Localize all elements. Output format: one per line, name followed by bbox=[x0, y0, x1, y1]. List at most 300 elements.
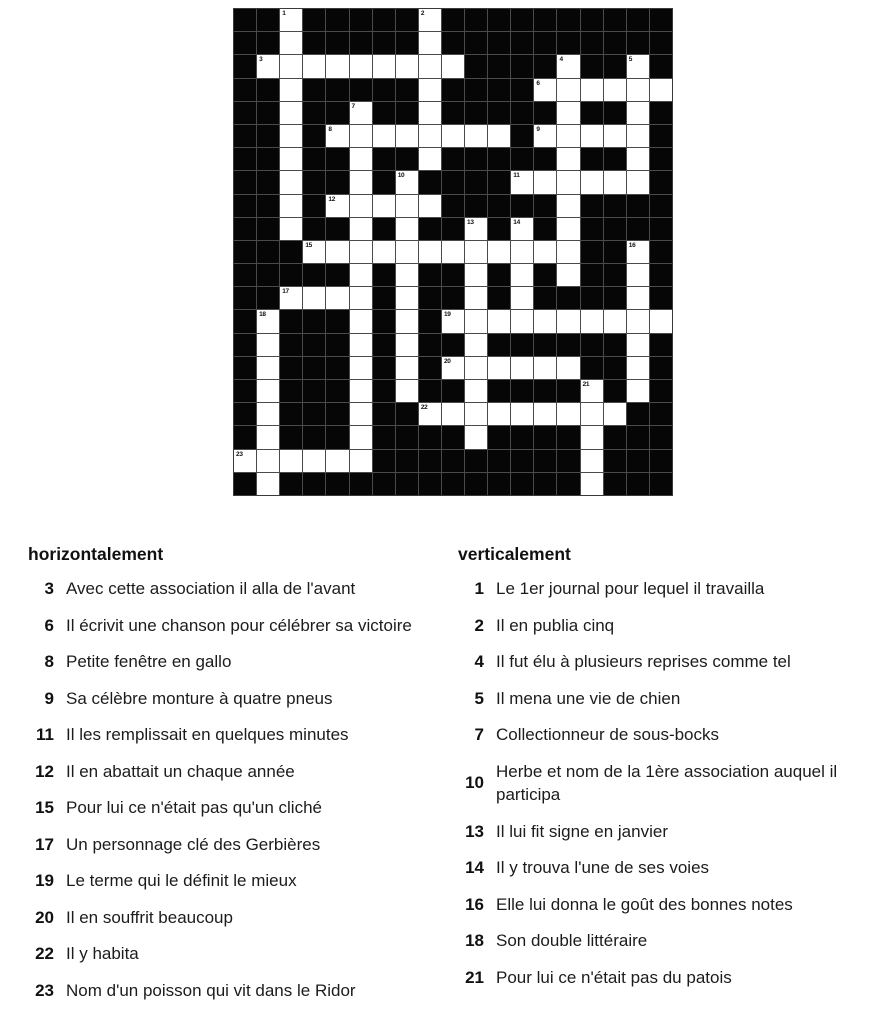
grid-cell-white[interactable] bbox=[534, 357, 556, 379]
grid-cell-white[interactable] bbox=[396, 287, 418, 309]
grid-cell-black bbox=[511, 102, 533, 124]
cell-number: 13 bbox=[467, 218, 474, 226]
grid-cell-white[interactable] bbox=[511, 287, 533, 309]
grid-cell-black bbox=[534, 9, 556, 31]
grid-cell-white[interactable] bbox=[488, 357, 510, 379]
grid-cell-white[interactable] bbox=[257, 473, 279, 495]
grid-cell-white[interactable] bbox=[419, 241, 441, 263]
grid-cell-white[interactable] bbox=[627, 171, 649, 193]
grid-cell-black bbox=[234, 171, 256, 193]
clue-number: 19 bbox=[35, 871, 54, 890]
grid-cell-black bbox=[650, 334, 672, 356]
cell-number: 7 bbox=[351, 102, 355, 110]
grid-cell-white[interactable] bbox=[534, 79, 556, 101]
grid-cell-white[interactable] bbox=[396, 264, 418, 286]
grid-cell-white[interactable] bbox=[280, 125, 302, 147]
clue-item bbox=[458, 966, 890, 990]
grid-cell-white[interactable] bbox=[627, 334, 649, 356]
clue-item bbox=[28, 577, 460, 601]
grid-cell-white[interactable] bbox=[511, 171, 533, 193]
grid-cell-white[interactable] bbox=[442, 357, 464, 379]
clue-number: 14 bbox=[465, 858, 484, 877]
grid-cell-black bbox=[442, 9, 464, 31]
grid-cell-black bbox=[604, 334, 626, 356]
clue-item bbox=[458, 650, 890, 674]
cell-number: 5 bbox=[628, 56, 633, 64]
grid-cell-white[interactable] bbox=[396, 55, 418, 77]
grid-cell-black bbox=[604, 264, 626, 286]
grid-cell-white[interactable] bbox=[419, 79, 441, 101]
clue-number: 5 bbox=[474, 688, 484, 708]
grid-cell-black bbox=[373, 148, 395, 170]
grid-cell-black bbox=[326, 171, 348, 193]
grid-cell-black bbox=[326, 403, 348, 425]
grid-cell-black bbox=[326, 310, 348, 332]
grid-cell-white[interactable] bbox=[581, 473, 603, 495]
grid-cell-white[interactable] bbox=[557, 79, 579, 101]
grid-cell-black bbox=[557, 380, 579, 402]
grid-cell-white[interactable] bbox=[350, 380, 372, 402]
grid-cell-black bbox=[442, 334, 464, 356]
grid-cell-white[interactable] bbox=[534, 125, 556, 147]
grid-cell-white[interactable] bbox=[465, 357, 487, 379]
grid-cell-white[interactable] bbox=[465, 287, 487, 309]
grid-cell-white[interactable] bbox=[280, 450, 302, 472]
grid-cell-white[interactable] bbox=[303, 450, 325, 472]
cell-number: 2 bbox=[420, 10, 425, 17]
grid-cell-white[interactable] bbox=[350, 426, 372, 448]
grid-cell-black bbox=[373, 473, 395, 495]
grid-cell-black bbox=[581, 241, 603, 263]
grid-cell-white[interactable] bbox=[442, 403, 464, 425]
grid-cell-white[interactable] bbox=[257, 357, 279, 379]
grid-cell-black bbox=[419, 380, 441, 402]
grid-cell-white[interactable] bbox=[373, 195, 395, 217]
grid-cell-white[interactable] bbox=[465, 380, 487, 402]
grid-cell-black bbox=[234, 55, 256, 77]
grid-cell-black bbox=[234, 241, 256, 263]
grid-cell-white[interactable] bbox=[557, 195, 579, 217]
grid-cell-white[interactable] bbox=[280, 218, 302, 240]
clue-text: Pour lui ce n'était pas du patois bbox=[496, 967, 732, 987]
grid-cell-black bbox=[511, 473, 533, 495]
grid-cell-white[interactable] bbox=[650, 79, 672, 101]
grid-cell-white[interactable] bbox=[511, 310, 533, 332]
grid-cell-black bbox=[534, 102, 556, 124]
grid-cell-white[interactable] bbox=[326, 55, 348, 77]
grid-cell-black bbox=[373, 32, 395, 54]
grid-cell-white[interactable] bbox=[604, 403, 626, 425]
grid-cell-white[interactable] bbox=[604, 310, 626, 332]
grid-cell-white[interactable] bbox=[373, 125, 395, 147]
grid-cell-white[interactable] bbox=[581, 310, 603, 332]
grid-cell-black bbox=[373, 380, 395, 402]
grid-cell-black bbox=[488, 9, 510, 31]
grid-cell-black bbox=[442, 32, 464, 54]
grid-cell-white[interactable] bbox=[350, 171, 372, 193]
grid-cell-white[interactable] bbox=[627, 148, 649, 170]
grid-cell-white[interactable] bbox=[557, 357, 579, 379]
down-clues-section bbox=[458, 544, 890, 1002]
clue-text: Le 1er journal pour lequel il travailla bbox=[496, 579, 765, 598]
grid-cell-white[interactable] bbox=[581, 380, 603, 402]
across-clues-section bbox=[28, 544, 460, 1015]
grid-cell-white[interactable] bbox=[627, 55, 649, 77]
grid-cell-white[interactable] bbox=[419, 32, 441, 54]
grid-cell-black bbox=[326, 218, 348, 240]
grid-cell-white[interactable] bbox=[465, 403, 487, 425]
grid-cell-white[interactable] bbox=[350, 403, 372, 425]
grid-cell-white[interactable] bbox=[465, 125, 487, 147]
grid-cell-black bbox=[534, 450, 556, 472]
grid-cell-white[interactable] bbox=[396, 125, 418, 147]
grid-cell-white[interactable] bbox=[488, 403, 510, 425]
clue-item bbox=[28, 614, 460, 638]
grid-cell-black bbox=[604, 148, 626, 170]
clue-text: Il les remplissait en quelques minutes bbox=[66, 725, 349, 744]
grid-cell-black bbox=[488, 450, 510, 472]
grid-cell-black bbox=[604, 32, 626, 54]
grid-cell-black bbox=[303, 218, 325, 240]
grid-cell-white[interactable] bbox=[419, 148, 441, 170]
grid-cell-black bbox=[511, 55, 533, 77]
clue-text: Son double littéraire bbox=[496, 931, 648, 950]
grid-cell-white[interactable] bbox=[326, 450, 348, 472]
grid-cell-white[interactable] bbox=[350, 357, 372, 379]
grid-cell-white[interactable] bbox=[604, 79, 626, 101]
grid-cell-white[interactable] bbox=[280, 79, 302, 101]
grid-cell-black bbox=[373, 264, 395, 286]
grid-cell-white[interactable] bbox=[257, 450, 279, 472]
grid-cell-white[interactable] bbox=[442, 310, 464, 332]
grid-cell-black bbox=[373, 426, 395, 448]
grid-cell-black bbox=[465, 171, 487, 193]
grid-cell-white[interactable] bbox=[627, 241, 649, 263]
grid-cell-white[interactable] bbox=[326, 287, 348, 309]
grid-cell-white[interactable] bbox=[488, 310, 510, 332]
grid-cell-white[interactable] bbox=[419, 55, 441, 77]
grid-cell-white[interactable] bbox=[280, 102, 302, 124]
grid-cell-white[interactable] bbox=[350, 334, 372, 356]
grid-cell-white[interactable] bbox=[350, 125, 372, 147]
grid-cell-black bbox=[234, 79, 256, 101]
grid-cell-white[interactable] bbox=[557, 55, 579, 77]
grid-cell-white[interactable] bbox=[627, 310, 649, 332]
grid-cell-black bbox=[581, 264, 603, 286]
grid-cell-black bbox=[650, 380, 672, 402]
grid-cell-white[interactable] bbox=[257, 334, 279, 356]
grid-cell-black bbox=[581, 9, 603, 31]
grid-cell-black bbox=[488, 195, 510, 217]
grid-cell-white[interactable] bbox=[303, 241, 325, 263]
clue-text: Avec cette association il alla de l'avant bbox=[66, 579, 356, 598]
grid-cell-white[interactable] bbox=[396, 171, 418, 193]
grid-cell-black bbox=[442, 171, 464, 193]
grid-cell-white[interactable] bbox=[557, 102, 579, 124]
clue-text: Il fut élu à plusieurs reprises comme tel bbox=[496, 652, 791, 671]
grid-cell-white[interactable] bbox=[627, 125, 649, 147]
grid-cell-white[interactable] bbox=[419, 102, 441, 124]
grid-cell-white[interactable] bbox=[557, 241, 579, 263]
cell-number: 17 bbox=[282, 288, 289, 296]
grid-cell-white[interactable] bbox=[373, 241, 395, 263]
cell-number: 4 bbox=[559, 56, 563, 64]
clue-number: 4 bbox=[474, 652, 484, 671]
grid-cell-black bbox=[650, 473, 672, 495]
grid-cell-black bbox=[465, 32, 487, 54]
clue-item bbox=[458, 893, 890, 917]
grid-cell-white[interactable] bbox=[257, 380, 279, 402]
grid-cell-white[interactable] bbox=[488, 125, 510, 147]
grid-cell-black bbox=[627, 426, 649, 448]
grid-cell-white[interactable] bbox=[465, 310, 487, 332]
grid-cell-black bbox=[442, 79, 464, 101]
clue-item bbox=[28, 723, 460, 747]
grid-cell-black bbox=[604, 450, 626, 472]
down-clue-list bbox=[458, 577, 890, 989]
grid-cell-black bbox=[419, 357, 441, 379]
grid-cell-white[interactable] bbox=[396, 357, 418, 379]
grid-cell-black bbox=[419, 171, 441, 193]
grid-cell-white[interactable] bbox=[350, 195, 372, 217]
grid-cell-black bbox=[257, 9, 279, 31]
grid-cell-white[interactable] bbox=[350, 55, 372, 77]
clue-item bbox=[28, 687, 460, 711]
grid-cell-white[interactable] bbox=[511, 218, 533, 240]
grid-cell-white[interactable] bbox=[303, 287, 325, 309]
grid-cell-white[interactable] bbox=[465, 241, 487, 263]
grid-cell-white[interactable] bbox=[604, 125, 626, 147]
grid-cell-white[interactable] bbox=[581, 171, 603, 193]
grid-cell-black bbox=[303, 264, 325, 286]
grid-cell-white[interactable] bbox=[419, 403, 441, 425]
grid-cell-black bbox=[581, 32, 603, 54]
grid-cell-black bbox=[396, 403, 418, 425]
grid-cell-white[interactable] bbox=[581, 125, 603, 147]
grid-cell-black bbox=[280, 380, 302, 402]
grid-cell-black bbox=[557, 473, 579, 495]
grid-cell-black bbox=[581, 218, 603, 240]
grid-cell-black bbox=[234, 287, 256, 309]
grid-cell-white[interactable] bbox=[326, 241, 348, 263]
clue-text: Il en publia cinq bbox=[496, 615, 615, 635]
grid-cell-black bbox=[234, 264, 256, 286]
grid-cell-black bbox=[488, 79, 510, 101]
grid-cell-black bbox=[419, 473, 441, 495]
grid-cell-white[interactable] bbox=[465, 334, 487, 356]
grid-cell-white[interactable] bbox=[581, 403, 603, 425]
grid-cell-black bbox=[465, 102, 487, 124]
grid-cell-white[interactable] bbox=[604, 171, 626, 193]
grid-cell-black bbox=[326, 473, 348, 495]
grid-cell-black bbox=[442, 218, 464, 240]
grid-cell-white[interactable] bbox=[257, 403, 279, 425]
grid-cell-black bbox=[234, 473, 256, 495]
grid-cell-black bbox=[257, 148, 279, 170]
grid-cell-white[interactable] bbox=[257, 426, 279, 448]
cell-number: 8 bbox=[328, 125, 332, 133]
grid-cell-white[interactable] bbox=[511, 264, 533, 286]
grid-cell-black bbox=[442, 264, 464, 286]
grid-cell-black bbox=[581, 102, 603, 124]
grid-cell-black bbox=[557, 287, 579, 309]
clue-text: Il en souffrit beaucoup bbox=[66, 907, 233, 927]
grid-cell-black bbox=[326, 380, 348, 402]
grid-cell-white[interactable] bbox=[326, 195, 348, 217]
grid-cell-white[interactable] bbox=[442, 241, 464, 263]
grid-cell-white[interactable] bbox=[326, 125, 348, 147]
grid-cell-white[interactable] bbox=[257, 55, 279, 77]
grid-cell-white[interactable] bbox=[350, 102, 372, 124]
grid-cell-black bbox=[465, 55, 487, 77]
grid-cell-white[interactable] bbox=[534, 403, 556, 425]
grid-cell-white[interactable] bbox=[350, 310, 372, 332]
grid-cell-white[interactable] bbox=[350, 241, 372, 263]
grid-cell-white[interactable] bbox=[534, 171, 556, 193]
grid-cell-black bbox=[326, 426, 348, 448]
grid-cell-white[interactable] bbox=[350, 287, 372, 309]
grid-cell-black bbox=[511, 148, 533, 170]
grid-cell-white[interactable] bbox=[557, 125, 579, 147]
grid-cell-white[interactable] bbox=[581, 450, 603, 472]
grid-cell-white[interactable] bbox=[280, 9, 302, 31]
grid-cell-white[interactable] bbox=[534, 310, 556, 332]
grid-cell-white[interactable] bbox=[280, 171, 302, 193]
clue-text: Collectionneur de sous-bocks bbox=[496, 725, 720, 744]
grid-cell-white[interactable] bbox=[280, 55, 302, 77]
clue-item bbox=[28, 796, 460, 820]
grid-cell-black bbox=[465, 473, 487, 495]
grid-cell-black bbox=[534, 148, 556, 170]
clue-text: Il lui fit signe en janvier bbox=[496, 821, 668, 841]
grid-cell-white[interactable] bbox=[396, 241, 418, 263]
grid-cell-black bbox=[303, 426, 325, 448]
grid-cell-white[interactable] bbox=[396, 334, 418, 356]
grid-cell-white[interactable] bbox=[419, 9, 441, 31]
grid-cell-black bbox=[627, 403, 649, 425]
grid-cell-white[interactable] bbox=[350, 148, 372, 170]
grid-cell-black bbox=[465, 9, 487, 31]
grid-cell-black bbox=[534, 55, 556, 77]
cell-number: 11 bbox=[513, 172, 520, 180]
grid-cell-black bbox=[442, 473, 464, 495]
grid-cell-black bbox=[303, 403, 325, 425]
grid-cell-white[interactable] bbox=[280, 195, 302, 217]
grid-cell-white[interactable] bbox=[419, 125, 441, 147]
grid-cell-white[interactable] bbox=[557, 148, 579, 170]
grid-cell-white[interactable] bbox=[650, 310, 672, 332]
grid-cell-white[interactable] bbox=[280, 32, 302, 54]
grid-cell-white[interactable] bbox=[581, 426, 603, 448]
grid-cell-white[interactable] bbox=[350, 264, 372, 286]
grid-cell-white[interactable] bbox=[396, 310, 418, 332]
grid-cell-white[interactable] bbox=[465, 264, 487, 286]
grid-cell-white[interactable] bbox=[557, 403, 579, 425]
grid-cell-white[interactable] bbox=[627, 264, 649, 286]
clue-number: 1 bbox=[474, 579, 484, 598]
grid-cell-black bbox=[257, 264, 279, 286]
clue-item bbox=[458, 723, 890, 747]
grid-cell-white[interactable] bbox=[257, 310, 279, 332]
grid-cell-white[interactable] bbox=[234, 450, 256, 472]
grid-cell-white[interactable] bbox=[396, 218, 418, 240]
grid-cell-white[interactable] bbox=[627, 79, 649, 101]
grid-cell-black bbox=[534, 287, 556, 309]
grid-cell-white[interactable] bbox=[511, 357, 533, 379]
grid-cell-black bbox=[511, 334, 533, 356]
grid-cell-white[interactable] bbox=[350, 218, 372, 240]
grid-cell-black bbox=[280, 310, 302, 332]
grid-cell-white[interactable] bbox=[396, 380, 418, 402]
grid-cell-white[interactable] bbox=[280, 148, 302, 170]
grid-cell-white[interactable] bbox=[557, 310, 579, 332]
grid-cell-white[interactable] bbox=[627, 102, 649, 124]
grid-cell-white[interactable] bbox=[557, 171, 579, 193]
grid-cell-white[interactable] bbox=[627, 380, 649, 402]
grid-cell-black bbox=[350, 32, 372, 54]
grid-cell-white[interactable] bbox=[303, 55, 325, 77]
grid-cell-black bbox=[303, 102, 325, 124]
grid-cell-white[interactable] bbox=[511, 403, 533, 425]
grid-cell-white[interactable] bbox=[373, 55, 395, 77]
grid-cell-black bbox=[303, 380, 325, 402]
grid-cell-black bbox=[373, 450, 395, 472]
grid-cell-white[interactable] bbox=[396, 195, 418, 217]
clue-item bbox=[28, 869, 460, 893]
grid-cell-white[interactable] bbox=[627, 357, 649, 379]
clue-number: 15 bbox=[35, 798, 54, 817]
grid-cell-white[interactable] bbox=[488, 241, 510, 263]
clue-text: Sa célèbre monture à quatre pneus bbox=[66, 688, 333, 708]
grid-cell-white[interactable] bbox=[534, 241, 556, 263]
grid-cell-black bbox=[534, 264, 556, 286]
grid-cell-white[interactable] bbox=[465, 218, 487, 240]
grid-cell-black bbox=[303, 473, 325, 495]
grid-cell-white[interactable] bbox=[419, 195, 441, 217]
grid-cell-black bbox=[257, 287, 279, 309]
grid-cell-white[interactable] bbox=[465, 426, 487, 448]
grid-cell-white[interactable] bbox=[280, 287, 302, 309]
grid-cell-black bbox=[534, 195, 556, 217]
cell-number: 15 bbox=[305, 241, 312, 249]
grid-cell-black bbox=[442, 380, 464, 402]
grid-cell-white[interactable] bbox=[557, 218, 579, 240]
grid-cell-white[interactable] bbox=[557, 264, 579, 286]
grid-cell-black bbox=[280, 334, 302, 356]
grid-cell-black bbox=[465, 195, 487, 217]
grid-cell-black bbox=[303, 195, 325, 217]
grid-cell-black bbox=[257, 79, 279, 101]
clue-text: Elle lui donna le goût des bonnes notes bbox=[496, 894, 793, 914]
grid-cell-white[interactable] bbox=[350, 450, 372, 472]
clue-number: 11 bbox=[36, 725, 54, 744]
grid-cell-black bbox=[650, 450, 672, 472]
clue-text: Il mena une vie de chien bbox=[496, 688, 681, 708]
grid-cell-black bbox=[350, 9, 372, 31]
grid-cell-black bbox=[280, 403, 302, 425]
grid-cell-white[interactable] bbox=[581, 79, 603, 101]
grid-cell-black bbox=[581, 148, 603, 170]
grid-cell-white[interactable] bbox=[442, 55, 464, 77]
grid-cell-black bbox=[257, 171, 279, 193]
crossword-grid bbox=[233, 8, 673, 496]
cell-number: 14 bbox=[513, 218, 520, 226]
grid-cell-white[interactable] bbox=[442, 125, 464, 147]
grid-cell-black bbox=[257, 32, 279, 54]
grid-cell-black bbox=[257, 125, 279, 147]
grid-cell-white[interactable] bbox=[627, 287, 649, 309]
grid-cell-white[interactable] bbox=[511, 241, 533, 263]
